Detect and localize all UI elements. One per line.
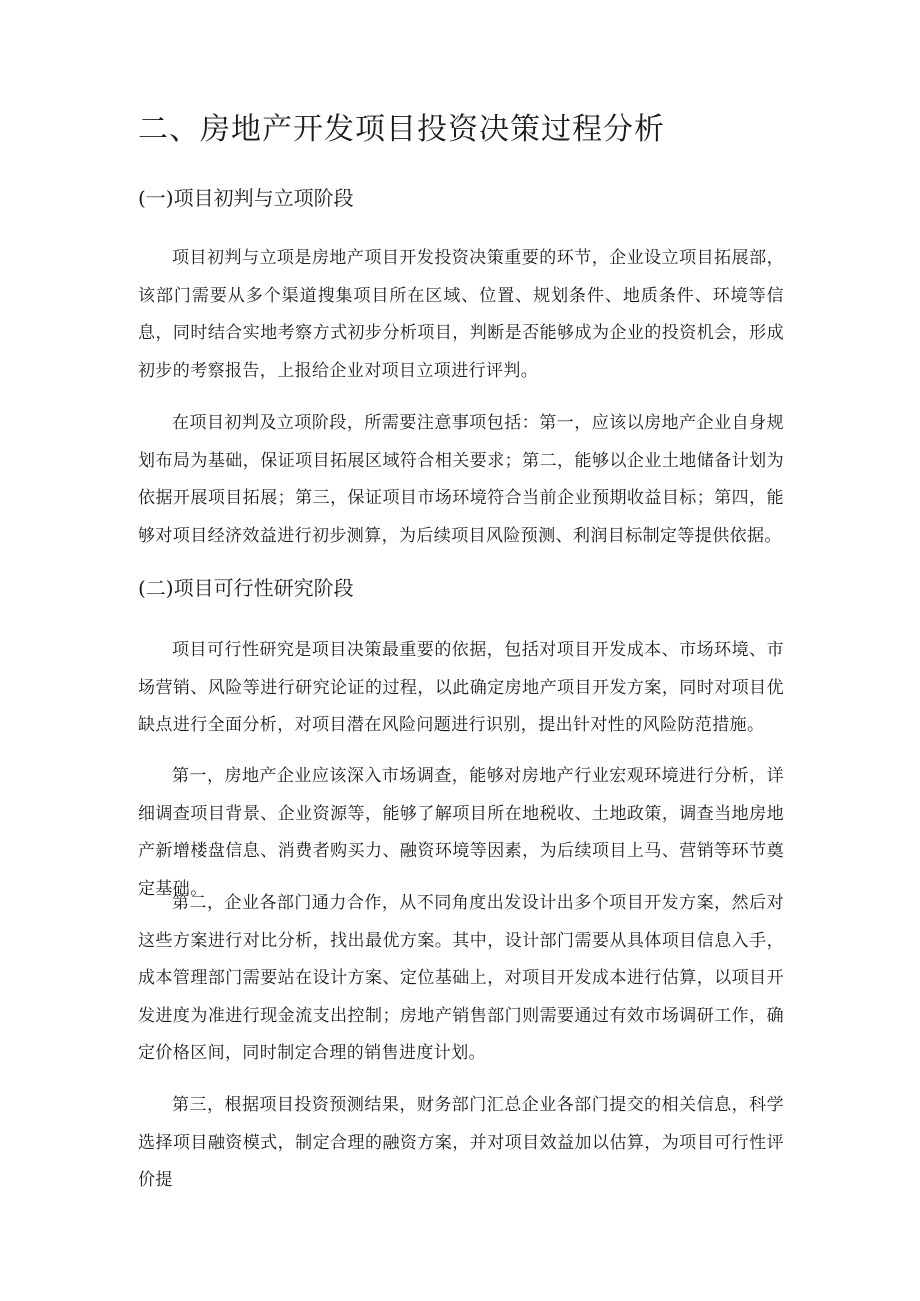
paragraph: 第一，房地产企业应该深入市场调查，能够对房地产行业宏观环境进行分析，详细调查项目背景、企业资源等，能够了解项目所在地税收、土地政策，调查当地房地产新增楼盘信息、消费者购买力、融资环境等因素，为后续项目上马、营销等环节奠定基础。 (138, 766, 784, 899)
paragraph: 项目初判与立项是房地产项目开发投资决策重要的环节，企业设立项目拓展部，该部门需要从多个渠道搜集项目所在区域、位置、规划条件、地质条件、环境等信息，同时结合实地考察方式初步分析项目，判断是否能够成为企业的投资机会，形成初步的考察报告，上报给企业对项目立项进行评判。 (138, 248, 784, 381)
paragraph: 第三，根据项目投资预测结果，财务部门汇总企业各部门提交的相关信息，科学选择项目融资模式，制定合理的融资方案，并对项目效益加以估算，为项目可行性评价提 (138, 1095, 784, 1190)
section-heading-2: (二)项目可行性研究阶段 (138, 576, 354, 600)
paragraph: 在项目初判及立项阶段，所需要注意事项包括：第一，应该以房地产企业自身规划布局为基础，保证项目拓展区域符合相关要求；第二，能够以企业土地储备计划为依据开展项目拓展；第三，保证项目市场环境符合当前企业预期收益目标；第四，能够对项目经济效益进行初步测算，为后续项目风险预测、利润目标制定等提供依据。 (138, 413, 784, 546)
document-title: 二、房地产开发项目投资决策过程分析 (138, 112, 665, 147)
paragraph: 第二，企业各部门通力合作，从不同角度出发设计出多个项目开发方案，然后对这些方案进行对比分析，找出最优方案。其中，设计部门需要从具体项目信息入手，成本管理部门需要站在设计方案、定位基础上，对项目开发成本进行估算，以项目开发进度为准进行现金流支出控制；房地产销售部门则需要通过有效市场调研工作，确定价格区间，同时制定合理的销售进度计划。 (138, 893, 784, 1063)
section-heading-1: (一)项目初判与立项阶段 (138, 186, 354, 210)
paragraph: 项目可行性研究是项目决策最重要的依据，包括对项目开发成本、市场环境、市场营销、风险等进行研究论证的过程，以此确定房地产项目开发方案，同时对项目优缺点进行全面分析，对项目潜在风险问题进行识别，提出针对性的风险防范措施。 (138, 640, 784, 735)
